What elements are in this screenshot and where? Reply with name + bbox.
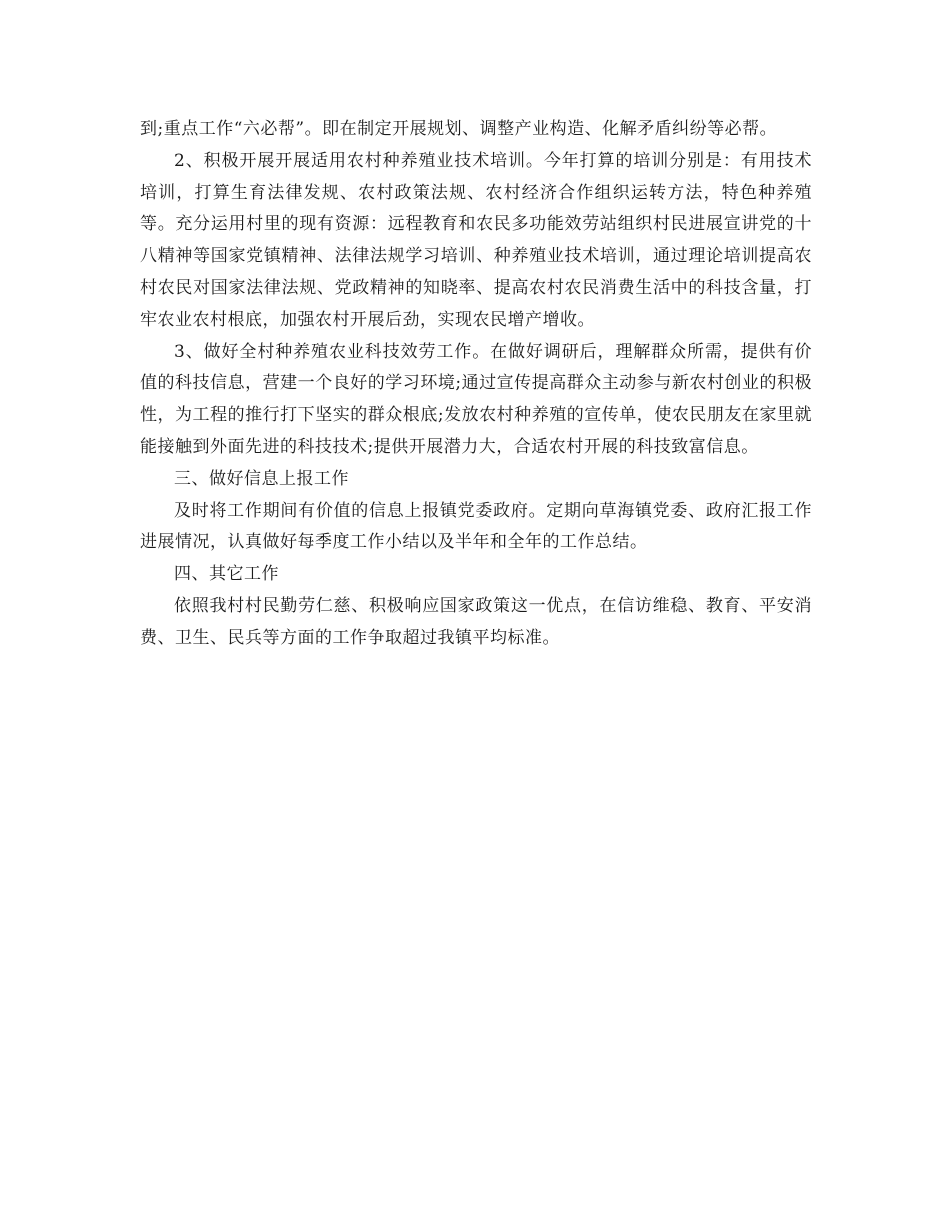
- paragraph-training: 2、积极开展开展适用农村种养殖业技术培训。今年打算的培训分别是：有用技术培训，打算生育法律发规、农村政策法规、农村经济合作组织运转方法，特色种养殖等。充分运用村里的现有资源：远程教育和农民多功能效劳站组织村民进展宣讲党的十八精神等国家党镇精神、法律法规学习培训、种养殖业技术培训，通过理论培训提高农村农民对国家法律法规、党政精神的知晓率、提高农村农民消费生活中的科技含量，打牢农业农村根底，加强农村开展后劲，实现农民增产增收。: [140, 150, 812, 330]
- document-body: [140, 114, 812, 655]
- paragraph-tech-service: 3、做好全村种养殖农业科技效劳工作。在做好调研后，理解群众所需，提供有价值的科技信息，营建一个良好的学习环境;通过宣传提高群众主动参与新农村创业的积极性，为工程的推行打下坚实的群众根底;发放农村种养殖的宣传单，使农民朋友在家里就能接触到外面先进的科技技术;提供开展潜力大，合适农村开展的科技致富信息。: [140, 341, 812, 457]
- section-heading-other-work: 四、其它工作: [174, 564, 279, 585]
- section-heading-info-report: 三、做好信息上报工作: [174, 468, 349, 489]
- paragraph-other-work: 依照我村村民勤劳仁慈、积极响应国家政策这一优点，在信访维稳、教育、平安消费、卫生、民兵等方面的工作争取超过我镇平均标准。: [140, 595, 812, 648]
- paragraph-info-report: 及时将工作期间有价值的信息上报镇党委政府。定期向草海镇党委、政府汇报工作进展情况，认真做好每季度工作小结以及半年和全年的工作总结。: [140, 500, 812, 553]
- paragraph-continuation: 到;重点工作“六必帮”。即在制定开展规划、调整产业构造、化解矛盾纠纷等必帮。: [140, 119, 778, 139]
